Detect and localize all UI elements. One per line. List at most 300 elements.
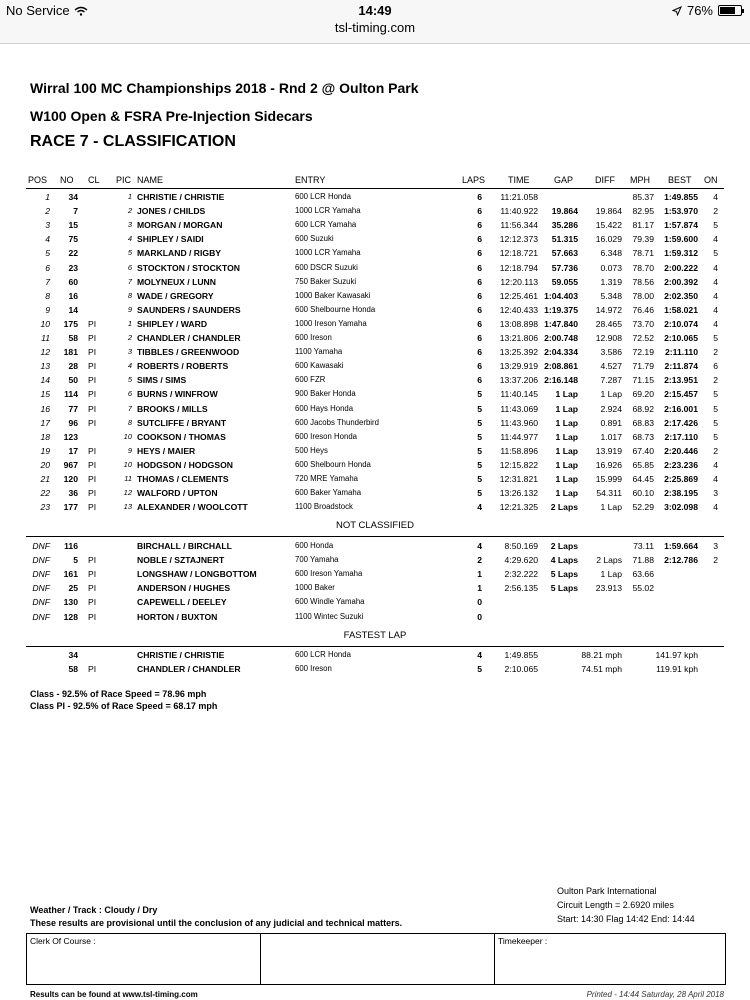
- name-cell: BIRCHALL / BIRCHALL: [137, 541, 232, 551]
- header-divider: [26, 188, 724, 189]
- entry-cell: 600 Ireson: [295, 664, 332, 674]
- speed-mph-cell: 74.51 mph: [581, 664, 622, 675]
- best-cell: 2:12.786: [664, 555, 698, 566]
- table-row: [0, 359, 750, 373]
- table-row: [0, 402, 750, 416]
- best-cell: 1:58.021: [664, 304, 698, 315]
- gap-cell: 35.286: [551, 220, 578, 231]
- entry-cell: 600 LCR Honda: [295, 650, 351, 659]
- name-cell: SHIPLEY / WARD: [137, 318, 208, 329]
- number-cell: 50: [68, 375, 78, 386]
- table-row: [0, 246, 750, 260]
- pos-cell: 3: [45, 220, 50, 231]
- on-cell: 2: [713, 206, 718, 217]
- pos-cell: DNF: [32, 541, 50, 551]
- name-cell: SUTCLIFFE / BRYANT: [137, 417, 227, 428]
- number-cell: 22: [68, 248, 78, 259]
- best-cell: 2:25.869: [664, 474, 698, 484]
- pos-cell: 9: [45, 304, 50, 315]
- name-cell: COOKSON / THOMAS: [137, 431, 226, 442]
- col-on: ON: [704, 175, 718, 185]
- best-cell: 1:59.312: [664, 248, 698, 259]
- not-classified-divider: [26, 536, 724, 537]
- entry-cell: 600 Baker Yamaha: [295, 488, 362, 498]
- col-best: BEST: [668, 175, 692, 185]
- mph-cell: 72.19: [632, 347, 654, 358]
- time-cell: 11:43.960: [500, 417, 538, 428]
- entry-cell: 750 Baker Suzuki: [295, 276, 357, 286]
- name-cell: STOCKTON / STOCKTON: [137, 262, 240, 273]
- time-cell: 2:10.065: [504, 664, 538, 675]
- laps-cell: 5: [477, 445, 482, 456]
- best-cell: 1:57.874: [664, 220, 698, 231]
- gap-cell: 1 Lap: [555, 459, 578, 470]
- number-cell: 130: [63, 597, 78, 608]
- class-subtitle: W100 Open & FSRA Pre-Injection Sidecars: [30, 108, 313, 124]
- col-gap: GAP: [554, 175, 574, 185]
- on-cell: 2: [713, 347, 718, 358]
- browser-top-bar: [0, 0, 750, 44]
- time-cell: 11:40.922: [500, 206, 538, 217]
- laps-cell: 6: [477, 248, 482, 259]
- mph-cell: 67.40: [632, 445, 654, 456]
- laps-cell: 1: [477, 583, 482, 594]
- speed-kph-cell: 119.91 kph: [656, 664, 698, 675]
- diff-cell: 3.586: [600, 347, 622, 358]
- pos-cell: DNF: [32, 583, 50, 594]
- on-cell: 5: [713, 403, 718, 414]
- laps-cell: 6: [477, 220, 482, 231]
- race-title: RACE 7 - CLASSIFICATION: [30, 133, 236, 150]
- diff-cell: 1.319: [600, 276, 622, 287]
- pos-cell: 4: [45, 234, 50, 245]
- pic-cell: 10: [123, 431, 132, 441]
- pos-cell: 2: [45, 206, 50, 217]
- gap-cell: 1 Lap: [555, 431, 578, 442]
- number-cell: 114: [64, 389, 78, 400]
- gap-cell: 1 Lap: [555, 445, 578, 456]
- time-cell: 11:43.069: [500, 403, 538, 414]
- pos-cell: DNF: [32, 569, 50, 580]
- laps-cell: 4: [477, 541, 482, 551]
- not-classified-label: NOT CLASSIFIED: [336, 520, 414, 531]
- name-cell: HEYS / MAIER: [137, 445, 196, 456]
- circuit-name: Oulton Park International: [557, 886, 657, 896]
- mph-cell: 78.71: [632, 248, 654, 259]
- pic-cell: 5: [127, 248, 132, 258]
- time-cell: 11:40.145: [500, 389, 538, 400]
- class-cell: PI: [88, 597, 97, 608]
- entry-cell: 600 Kawasaki: [295, 361, 344, 371]
- class-cell: PI: [88, 445, 97, 456]
- battery-icon: [718, 5, 742, 16]
- table-row: [0, 595, 750, 609]
- number-cell: 23: [68, 262, 78, 273]
- diff-cell: 19.864: [595, 206, 622, 217]
- diff-cell: 16.029: [595, 234, 622, 245]
- entry-cell: 600 DSCR Suzuki: [295, 262, 358, 272]
- diff-cell: 6.348: [600, 248, 622, 259]
- pos-cell: 17: [40, 417, 50, 428]
- name-cell: CHRISTIE / CHRISTIE: [137, 650, 225, 660]
- on-cell: 5: [713, 431, 718, 442]
- pos-cell: 7: [45, 276, 50, 287]
- on-cell: 5: [713, 389, 718, 400]
- laps-cell: 5: [477, 459, 482, 470]
- mph-cell: 79.39: [632, 234, 654, 245]
- number-cell: 34: [68, 192, 78, 202]
- best-cell: 2:11.874: [664, 361, 698, 372]
- entry-cell: 600 Hays Honda: [295, 403, 354, 413]
- time-cell: 12:18.794: [499, 262, 538, 273]
- class-cell: PI: [88, 664, 97, 675]
- laps-cell: 6: [477, 192, 482, 202]
- time-cell: 11:21.058: [500, 192, 538, 202]
- name-cell: BURNS / WINFROW: [137, 389, 218, 400]
- number-cell: 116: [64, 541, 78, 551]
- lap-cell: 4: [477, 650, 482, 660]
- entry-cell: 600 Ireson: [295, 333, 332, 342]
- mph-cell: 68.83: [632, 417, 654, 428]
- on-cell: 2: [713, 375, 718, 386]
- entry-cell: 600 Ireson Yamaha: [295, 569, 363, 579]
- table-row: [0, 218, 750, 232]
- class-cell: PI: [88, 389, 97, 400]
- name-cell: MARKLAND / RIGBY: [137, 248, 222, 259]
- name-cell: MORGAN / MORGAN: [137, 220, 223, 231]
- diff-cell: 16.926: [595, 459, 622, 470]
- best-cell: 1:59.664: [664, 541, 698, 551]
- laps-cell: 5: [477, 431, 482, 442]
- laps-cell: 5: [477, 488, 482, 499]
- entry-cell: 600 Windle Yamaha: [295, 597, 365, 607]
- time-cell: 13:08.898: [499, 318, 538, 329]
- col-laps: LAPS: [462, 175, 486, 185]
- time-cell: 4:29.620: [504, 555, 538, 566]
- number-cell: 161: [63, 569, 78, 580]
- table-row: [0, 472, 750, 486]
- mph-cell: 65.85: [632, 459, 654, 470]
- mph-cell: 76.46: [632, 304, 654, 315]
- pos-cell: 8: [45, 290, 50, 301]
- mph-cell: 81.17: [632, 220, 654, 231]
- time-cell: 12:18.721: [499, 248, 538, 259]
- number-cell: 17: [68, 445, 78, 456]
- pos-cell: 5: [45, 248, 50, 259]
- class-cell: PI: [88, 361, 97, 372]
- pic-cell: 7: [127, 276, 132, 286]
- on-cell: 4: [713, 290, 718, 301]
- gap-cell: 2:08.861: [544, 361, 578, 372]
- number-cell: 128: [63, 611, 78, 622]
- on-cell: 3: [713, 541, 718, 551]
- laps-cell: 0: [477, 611, 482, 622]
- fastest-lap-row: [0, 648, 750, 662]
- best-cell: 2:10.065: [664, 333, 698, 343]
- diff-cell: 1 Lap: [600, 389, 622, 400]
- mph-cell: 71.88: [632, 555, 654, 566]
- laps-cell: 5: [477, 389, 482, 400]
- pic-cell: 9: [127, 445, 132, 455]
- diff-cell: 2 Laps: [596, 555, 622, 566]
- pos-cell: 15: [40, 389, 50, 400]
- gap-cell: 2 Laps: [550, 502, 578, 513]
- on-cell: 5: [713, 417, 718, 428]
- class-cell: PI: [88, 611, 97, 622]
- number-cell: 58: [68, 664, 78, 675]
- table-row: [0, 190, 750, 204]
- pos-cell: 13: [40, 361, 50, 372]
- pic-cell: 10: [123, 459, 132, 469]
- mph-cell: 71.79: [632, 361, 654, 372]
- time-cell: 11:56.344: [500, 220, 538, 231]
- name-cell: HORTON / BUXTON: [137, 611, 218, 622]
- best-cell: 2:13.951: [664, 375, 698, 386]
- number-cell: 34: [68, 650, 78, 660]
- mph-cell: 64.45: [632, 474, 654, 484]
- table-row: [0, 539, 750, 553]
- number-cell: 7: [73, 206, 78, 217]
- name-cell: WADE / GREGORY: [137, 290, 214, 301]
- class-cell: PI: [88, 583, 97, 594]
- pos-cell: 18: [40, 431, 50, 442]
- race-times: Start: 14:30 Flag 14:42 End: 14:44: [557, 914, 695, 924]
- col-diff: DIFF: [595, 175, 615, 185]
- best-cell: 1:49.855: [664, 192, 698, 202]
- table-row: [0, 610, 750, 624]
- laps-cell: 0: [477, 597, 482, 608]
- table-row: [0, 289, 750, 303]
- number-cell: 175: [63, 318, 78, 329]
- number-cell: 96: [68, 417, 78, 428]
- on-cell: 2: [713, 555, 718, 566]
- laps-cell: 2: [477, 555, 482, 566]
- number-cell: 36: [68, 488, 78, 499]
- gap-cell: 1 Lap: [555, 417, 578, 428]
- gap-cell: 1 Lap: [555, 488, 578, 499]
- mph-cell: 55.02: [632, 583, 654, 594]
- mph-cell: 60.10: [632, 488, 654, 499]
- entry-cell: 1100 Broadstock: [295, 502, 353, 512]
- best-cell: 2:10.074: [664, 318, 698, 329]
- laps-cell: 6: [477, 262, 482, 273]
- name-cell: LONGSHAW / LONGBOTTOM: [137, 569, 257, 580]
- battery-fill: [720, 7, 735, 14]
- gap-cell: 4 Laps: [550, 555, 578, 566]
- number-cell: 14: [68, 304, 78, 315]
- pos-cell: DNF: [32, 597, 50, 608]
- name-cell: HODGSON / HODGSON: [137, 459, 233, 470]
- laps-cell: 1: [477, 569, 482, 580]
- col-no: NO: [60, 175, 74, 185]
- table-row: [0, 567, 750, 581]
- on-cell: 4: [713, 318, 718, 329]
- entry-cell: 600 Shelbourne Honda: [295, 304, 376, 314]
- diff-cell: 7.287: [600, 375, 622, 386]
- mph-cell: 63.66: [632, 569, 654, 580]
- gap-cell: 2:16.148: [544, 375, 578, 386]
- pic-cell: 2: [127, 333, 132, 342]
- fastest-lap-divider: [26, 646, 724, 647]
- gap-cell: 5 Laps: [550, 569, 578, 580]
- time-cell: 13:29.919: [499, 361, 538, 372]
- number-cell: 75: [68, 234, 78, 245]
- pic-cell: 5: [127, 375, 132, 385]
- pic-cell: 12: [123, 488, 132, 498]
- table-row: [0, 416, 750, 430]
- pos-cell: 21: [40, 474, 50, 484]
- number-cell: 28: [68, 361, 78, 372]
- number-cell: 123: [63, 431, 78, 442]
- on-cell: 3: [713, 488, 718, 499]
- status-right: [672, 3, 742, 18]
- entry-cell: 1000 LCR Yamaha: [295, 206, 361, 216]
- signature-box: [26, 933, 726, 985]
- on-cell: 5: [713, 333, 718, 343]
- class-cell: PI: [88, 375, 97, 386]
- gap-cell: 5 Laps: [550, 583, 578, 594]
- table-row: [0, 500, 750, 514]
- entry-cell: 600 FZR: [295, 375, 326, 385]
- table-row: [0, 232, 750, 246]
- laps-cell: 6: [477, 347, 482, 358]
- best-cell: 2:23.236: [664, 459, 698, 470]
- mph-cell: 71.15: [632, 375, 654, 386]
- on-cell: 4: [713, 459, 718, 470]
- name-cell: CHRISTIE / CHRISTIE: [137, 192, 225, 202]
- best-cell: 1:53.970: [664, 206, 698, 217]
- class-cell: PI: [88, 569, 97, 580]
- laps-cell: 4: [477, 502, 482, 513]
- name-cell: SHIPLEY / SAIDI: [137, 234, 204, 245]
- class-cell: PI: [88, 555, 97, 566]
- class-pi-speed-note: Class PI - 92.5% of Race Speed = 68.17 mph: [30, 701, 218, 711]
- number-cell: 181: [63, 347, 78, 358]
- pic-cell: 6: [127, 262, 132, 272]
- table-row: [0, 444, 750, 458]
- weather-track: Weather / Track : Cloudy / Dry: [30, 905, 158, 915]
- pic-cell: 1: [127, 318, 132, 328]
- time-cell: 12:25.461: [499, 290, 538, 301]
- speed-kph-cell: 141.97 kph: [655, 650, 698, 660]
- laps-cell: 6: [477, 361, 482, 372]
- table-row: [0, 261, 750, 275]
- mph-cell: 78.00: [632, 290, 654, 301]
- table-row: [0, 553, 750, 567]
- on-cell: 4: [713, 192, 718, 202]
- number-cell: 58: [68, 333, 78, 343]
- pos-cell: 22: [40, 488, 50, 499]
- laps-cell: 6: [477, 333, 482, 343]
- diff-cell: 28.465: [595, 318, 622, 329]
- pos-cell: 12: [40, 347, 50, 358]
- class-cell: PI: [88, 417, 97, 428]
- best-cell: 2:20.446: [664, 445, 698, 456]
- fastest-lap-row: [0, 662, 750, 676]
- pic-cell: 13: [123, 502, 132, 512]
- pic-cell: 11: [124, 474, 132, 483]
- mph-cell: 72.52: [632, 333, 654, 343]
- name-cell: MOLYNEUX / LUNN: [137, 276, 216, 287]
- results-website: Results can be found at www.tsl-timing.com: [30, 990, 198, 999]
- class-cell: PI: [88, 488, 97, 499]
- on-cell: 4: [713, 502, 718, 513]
- provisional-notice: These results are provisional until the conclusion of any judicial and technical matters.: [30, 918, 403, 928]
- table-row: [0, 387, 750, 401]
- entry-cell: 600 LCR Yamaha: [295, 220, 357, 230]
- laps-cell: 6: [477, 304, 482, 315]
- diff-cell: 23.913: [595, 583, 622, 594]
- on-cell: 6: [713, 361, 718, 372]
- best-cell: 1:59.600: [664, 234, 698, 245]
- class-cell: PI: [88, 318, 97, 329]
- number-cell: 967: [63, 459, 78, 470]
- laps-cell: 6: [477, 375, 482, 386]
- battery-percent: 76%: [686, 3, 713, 18]
- table-row: [0, 581, 750, 595]
- lap-cell: 5: [477, 664, 482, 675]
- entry-cell: 1000 LCR Yamaha: [295, 248, 361, 258]
- name-cell: WALFORD / UPTON: [137, 488, 218, 499]
- best-cell: 2:16.001: [664, 403, 698, 414]
- best-cell: 2:38.195: [664, 488, 698, 499]
- entry-cell: 600 Honda: [295, 541, 334, 550]
- diff-cell: 13.919: [595, 445, 622, 456]
- laps-cell: 6: [477, 276, 482, 287]
- time-cell: 1:49.855: [504, 650, 538, 660]
- time-cell: 11:44.977: [500, 431, 538, 442]
- location-arrow-icon: [672, 6, 682, 16]
- gap-cell: 19.864: [551, 206, 578, 217]
- name-cell: ALEXANDER / WOOLCOTT: [137, 502, 248, 513]
- circuit-length: Circuit Length = 2.6920 miles: [557, 900, 674, 910]
- best-cell: 2:11.110: [665, 347, 698, 358]
- address-bar[interactable]: tsl-timing.com: [334, 20, 416, 35]
- entry-cell: 600 Jacobs Thunderbird: [295, 417, 379, 427]
- number-cell: 120: [63, 474, 78, 484]
- entry-cell: 1000 Baker Kawasaki: [295, 290, 371, 300]
- mph-cell: 68.92: [632, 403, 654, 414]
- diff-cell: 14.972: [595, 304, 622, 315]
- col-pos: POS: [28, 175, 48, 185]
- on-cell: 4: [713, 234, 718, 245]
- gap-cell: 57.663: [551, 248, 578, 259]
- col-time: TIME: [508, 175, 530, 185]
- time-cell: 2:32.222: [504, 569, 538, 580]
- laps-cell: 6: [477, 234, 482, 245]
- name-cell: TIBBLES / GREENWOOD: [137, 347, 240, 358]
- best-cell: 2:17.110: [664, 431, 698, 442]
- number-cell: 16: [68, 290, 78, 301]
- pos-cell: 19: [40, 445, 50, 456]
- time-cell: 13:21.806: [499, 333, 538, 343]
- name-cell: CAPEWELL / DEELEY: [137, 597, 227, 608]
- col-cl: CL: [88, 175, 100, 185]
- diff-cell: 54.311: [596, 488, 622, 499]
- best-cell: 3:02.098: [664, 502, 698, 513]
- pic-cell: 6: [127, 389, 132, 399]
- diff-cell: 15.999: [595, 474, 622, 484]
- name-cell: ANDERSON / HUGHES: [137, 583, 231, 594]
- pic-cell: 4: [127, 234, 132, 244]
- best-cell: 2:00.222: [664, 262, 698, 273]
- championship-title: Wirral 100 MC Championships 2018 - Rnd 2 @ Oulton Park: [30, 80, 419, 96]
- gap-cell: 1 Lap: [555, 474, 578, 484]
- name-cell: BROOKS / MILLS: [137, 403, 208, 414]
- printed-timestamp: Printed - 14:44 Saturday, 28 April 2018: [586, 990, 724, 999]
- diff-cell: 0.073: [600, 262, 622, 273]
- number-cell: 177: [63, 502, 78, 513]
